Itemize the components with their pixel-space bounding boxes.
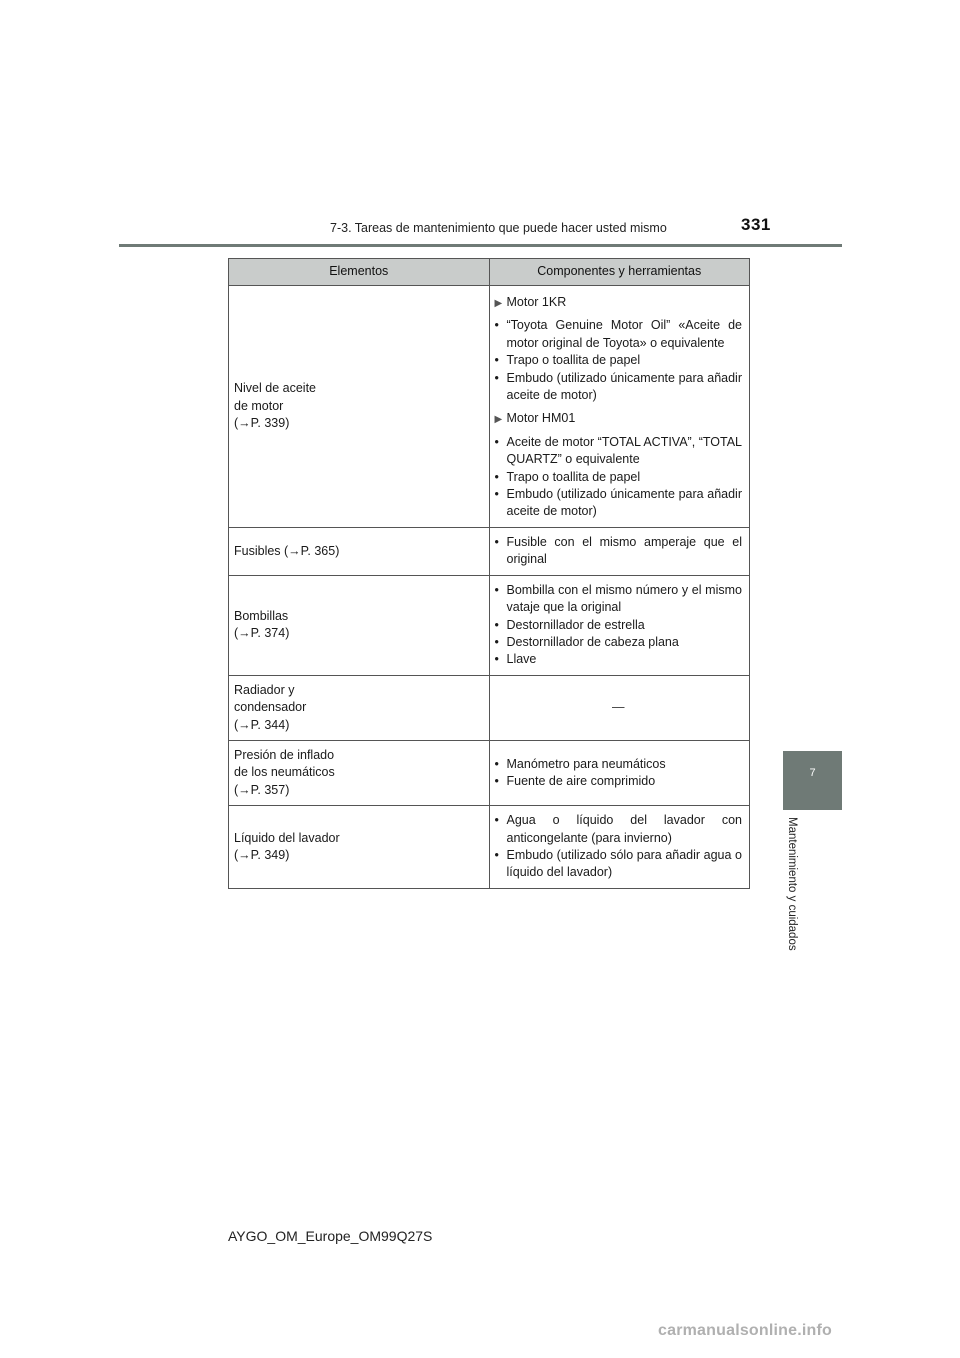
table-row (229, 675, 750, 740)
components-cell (489, 806, 750, 889)
item-cell (229, 675, 490, 740)
list-item: • Agua o líquido del lavador con anticongelante (para invierno) (495, 812, 743, 847)
list-item: • Destornillador de estrella (495, 617, 743, 634)
table-row (229, 740, 750, 805)
list-item: • Embudo (utilizado únicamente para añadir aceite de motor) (495, 486, 743, 521)
page-reference[interactable]: (→P. 374) (234, 626, 290, 641)
item-line: Nivel de aceite (234, 381, 316, 396)
list-item: • Fusible con el mismo amperaje que el original (495, 534, 743, 569)
table-row (229, 286, 750, 528)
item-cell (229, 286, 490, 528)
components-cell (489, 575, 750, 675)
page-reference[interactable]: (→P. 357) (234, 782, 290, 797)
item-line: Presión de inflado (234, 747, 335, 762)
page-reference[interactable]: (→P. 349) (234, 847, 290, 862)
components-cell (489, 740, 750, 805)
watermark: carmanualsonline.info (658, 1322, 833, 1339)
document-code: AYGO_OM_Europe_OM99Q27S (228, 1228, 433, 1244)
page-number: 331 (741, 215, 771, 234)
engine-label: Motor 1KR (506, 295, 567, 309)
column-header-items: Elementos (229, 259, 490, 286)
list-item: • Trapo o toallita de papel (495, 469, 743, 486)
list-item: • Aceite de motor “TOTAL ACTIVA”, “TOTAL QUARTZ” o equivalente (495, 434, 743, 469)
engine-heading (495, 410, 743, 428)
list-item: • Embudo (utilizado sólo para añadir agua o líquido del lavador) (495, 847, 743, 882)
components-cell (489, 286, 750, 528)
page-reference[interactable]: (→P. 344) (234, 717, 290, 732)
chapter-label-text: Mantenimiento y cuidados (786, 817, 798, 951)
table-row (229, 527, 750, 575)
item-line: Líquido del lavador (234, 830, 340, 845)
chapter-label (762, 817, 822, 977)
chapter-number: 7 (809, 767, 816, 779)
list-item: • Destornillador de cabeza plana (495, 634, 743, 651)
table-header-row (229, 259, 750, 286)
triangle-bullet-icon: ▶ (494, 298, 503, 309)
components-cell (489, 675, 750, 740)
item-cell (229, 527, 490, 575)
list-item: • Embudo (utilizado únicamente para añadir aceite de motor) (495, 370, 743, 405)
column-header-components: Componentes y herramientas (489, 259, 750, 286)
triangle-bullet-icon: ▶ (494, 414, 503, 426)
components-cell (489, 527, 750, 575)
item-cell (229, 740, 490, 805)
list-item: • Llave (495, 651, 743, 668)
item-line: Bombillas (234, 608, 289, 623)
page-reference[interactable]: (→P. 339) (234, 416, 290, 431)
table-row (229, 575, 750, 675)
item-cell (229, 575, 490, 675)
item-line: condensador (234, 700, 307, 715)
item-line: de motor (234, 398, 284, 413)
engine-label: Motor HM01 (506, 411, 576, 426)
list-item: • Bombilla con el mismo número y el mismo vataje que la original (495, 582, 743, 617)
header-rule (119, 244, 842, 247)
list-item: • “Toyota Genuine Motor Oil” «Aceite de motor original de Toyota» o equivalente (495, 317, 743, 352)
table-row (229, 806, 750, 889)
list-item: • Manómetro para neumáticos (495, 756, 743, 773)
item-line: de los neumáticos (234, 765, 335, 780)
maintenance-table (228, 258, 750, 889)
page-reference[interactable]: Fusibles (→P. 365) (234, 543, 340, 558)
list-item: • Fuente de aire comprimido (495, 773, 743, 790)
list-item: • Trapo o toallita de papel (495, 352, 743, 369)
chapter-tab[interactable] (783, 751, 842, 810)
empty-dash: — (612, 700, 625, 715)
item-line: Radiador y (234, 682, 295, 697)
section-title: 7-3. Tareas de mantenimiento que puede hacer usted mismo (330, 221, 667, 235)
item-cell (229, 806, 490, 889)
engine-heading (495, 294, 743, 312)
